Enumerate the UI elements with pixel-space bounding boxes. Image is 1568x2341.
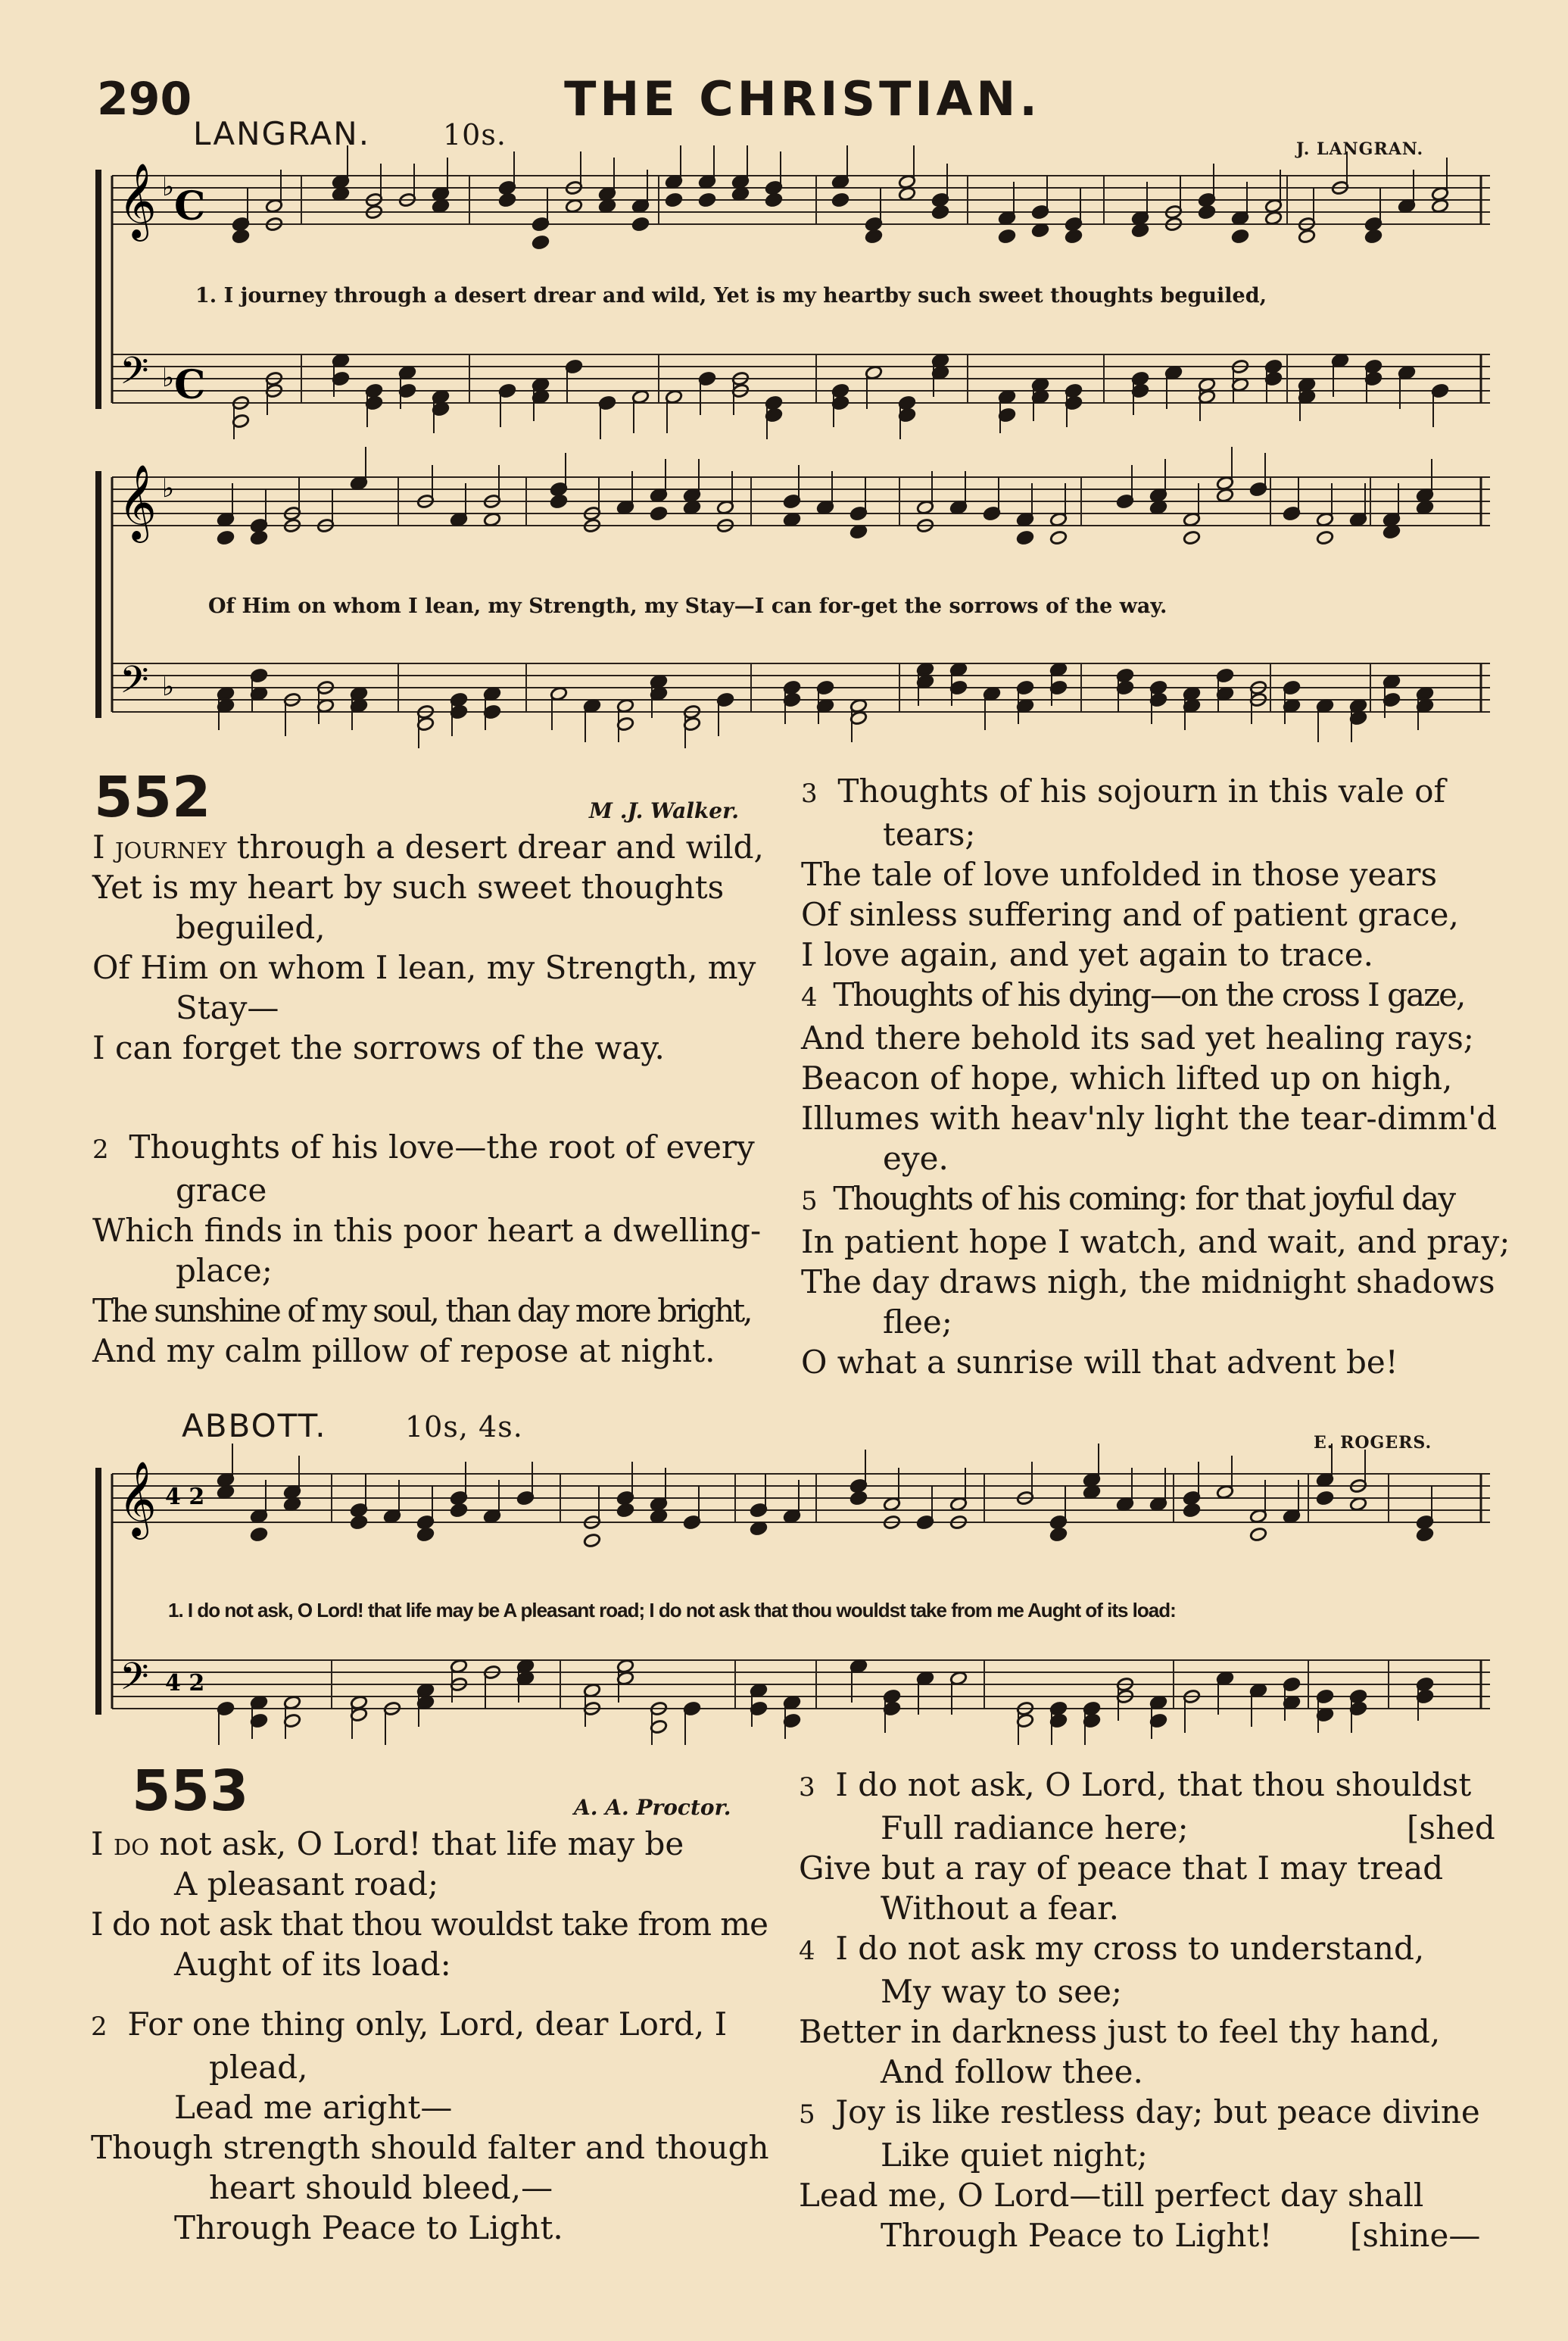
verse-number: 3 [801,779,818,809]
verse-line: Though strength should falter and though [91,2129,769,2166]
tune-2-name: ABBOTT. [182,1407,327,1444]
verse-line: Which finds in this poor heart a dwelling- [92,1212,762,1249]
note-head [1183,530,1201,545]
verse-line: grace [176,1172,267,1209]
bass-clef-icon: 𝄢 [120,349,149,402]
note-head [450,1503,468,1518]
verse-line: The sunshine of my soul, than day more bright, [92,1292,751,1329]
verse-line: I can forget the sorrows of the way. [92,1029,665,1066]
note-head [498,192,516,208]
verse-line: O what a sunrise will that advent be! [801,1344,1398,1381]
verse-line: 4 I do not ask my cross to understand, [799,1930,1425,1967]
note-head [1298,229,1316,244]
verse-line: Of sinless suffering and of patient grace, [801,896,1459,933]
verse-line: My way to see; [881,1973,1123,2010]
verse-line: Without a fear. [881,1890,1119,1927]
page-number: 290 [97,73,192,126]
time-signature: C [174,183,206,229]
note-head [217,530,235,545]
verse-line: In patient hope I watch, and wait, and pray; [801,1223,1510,1260]
note-head [765,192,783,208]
hymn-553-left-column [91,1824,787,2248]
verse-line: And my calm pillow of repose at night. [92,1332,715,1369]
verse-line: Illumes with heav'nly light the tear-dimm'd [801,1100,1498,1137]
flat-icon: ♭ [162,363,175,393]
note-head [217,1484,235,1500]
tune-1-name: LANGRAN. [193,115,371,152]
hymn-553-right-column [799,1765,1514,2255]
note-head [1316,1490,1334,1506]
note-head [1349,1497,1367,1512]
note-head [350,1515,368,1530]
note-head [650,506,668,521]
note-head [598,198,616,214]
verse-line: I do not ask, O Lord! that life may be [91,1825,684,1862]
note-head [416,1527,435,1542]
note-head [616,1503,634,1518]
verse-line: And there behold its sad yet healing rays; [801,1019,1474,1057]
turnover-word: [shed [1407,1809,1495,1846]
tune-1-underlay-1: 1. I journey through a desert drear and wild, Yet is my heartby such sweet thoughts beguiled, [195,284,1267,307]
verse-number: 4 [799,1936,815,1966]
treble-clef-icon: 𝄞 [118,1461,157,1537]
verse-line: eye. [883,1140,949,1177]
verse-line: Lead me, O Lord—till perfect day shall [799,2177,1424,2214]
tune-2-composer: E. ROGERS. [1314,1433,1432,1453]
verse-line: Aught of its load: [174,1946,451,1983]
verse-line: The tale of love unfolded in those years [801,856,1438,893]
note-head [1183,1503,1201,1518]
note-head [865,229,883,244]
note-head [583,1533,601,1548]
verse-line: Through Peace to Light! [shine— [881,2217,1481,2254]
note-head [1431,198,1449,214]
verse-line: Stay— [176,989,279,1026]
verse-line: A pleasant road; [174,1865,439,1902]
verse-line: tears; [883,816,976,853]
verse-number: 3 [799,1772,815,1803]
note-head [1364,229,1383,244]
verse-line: Through Peace to Light. [174,2209,563,2246]
verse-line: heart should bleed,— [209,2169,553,2206]
verse-line: And follow thee. [881,2053,1143,2090]
note-head [1216,488,1234,503]
verse-number: 5 [799,2099,815,2130]
hymn-553-number: 553 [132,1759,249,1824]
verse-number: 2 [92,1135,109,1165]
note-head [849,1490,868,1506]
note-head [332,186,350,201]
note-head [565,198,583,214]
note-head [1083,1484,1101,1500]
bass-clef-icon: 𝄢 [120,658,149,711]
verse-line: Beacon of hope, which lifted up on high, [801,1060,1453,1097]
note-head [898,186,916,201]
bass-clef-icon: 𝄢 [120,1655,149,1708]
verse-line: Give but a ray of peace that I may tread [799,1849,1444,1887]
verse-line: 2 For one thing only, Lord, dear Lord, I [91,2005,728,2043]
verse-line: place; [176,1252,273,1289]
note-head [683,500,701,515]
hymn-553-author: A. A. Proctor. [574,1795,731,1820]
verse-line: Lead me aright— [174,2089,453,2126]
note-head [1416,500,1434,515]
hymn-552-right-column [801,771,1513,1382]
tune-1-composer: J. LANGRAN. [1296,139,1424,159]
note-head [665,192,683,208]
verse-line: Like quiet night; [881,2137,1148,2174]
treble-clef-icon: 𝄞 [118,163,157,239]
note-head [531,235,550,250]
verse-line: 5 Thoughts of his coming: for that joyful day [801,1180,1455,1217]
note-head [1231,229,1249,244]
verse-line: Better in darkness just to feel thy hand, [799,2013,1441,2050]
verse-line: flee; [883,1303,952,1341]
note-head [1065,229,1083,244]
verse-line: 2 Thoughts of his love—the root of every [92,1128,755,1166]
tune-1-underlay-2: Of Him on whom I lean, my Strength, my Stay—I can for-get the sorrows of the way. [208,595,1167,618]
time-signature: 4 2 [165,1484,205,1510]
note-head [250,530,268,545]
verse-number: 4 [801,982,816,1013]
verse-line: Yet is my heart by such sweet thoughts [92,869,725,906]
note-head [1049,1527,1068,1542]
note-head [1316,530,1334,545]
verse-line: plead, [209,2049,308,2086]
note-head [1031,223,1049,238]
note-head [1016,530,1034,545]
verse-line: 4 Thoughts of his dying—on the cross I gaze, [801,976,1465,1013]
note-head [232,229,250,244]
note-head [550,494,568,509]
verse-line: 5 Joy is like restless day; but peace divine [799,2093,1480,2130]
tune-2-meter: 10s, 4s. [405,1410,523,1444]
note-head [432,198,450,214]
note-head [650,1509,668,1524]
verse-number: 5 [801,1186,816,1216]
verse-line: I do not ask that thou wouldst take from me [91,1906,768,1943]
note-head [831,192,849,208]
verse-line: Of Him on whom I lean, my Strength, my [92,949,756,986]
hymn-552-author: M .J. Walker. [589,798,739,823]
note-head [783,512,801,527]
note-head [283,1497,301,1512]
treble-clef-icon: 𝄞 [118,464,157,540]
note-head [1264,211,1283,226]
turnover-word: [shine— [1350,2217,1481,2254]
time-signature: 4 2 [165,1670,205,1696]
note-head [750,1521,768,1536]
verse-line: 3 Thoughts of his sojourn in this vale of [801,773,1446,810]
note-head [1249,1527,1267,1542]
note-head [1198,204,1216,220]
hymn-552-number: 552 [94,765,211,830]
note-head [483,512,501,527]
tune-1-meter: 10s. [443,118,507,151]
running-head: THE CHRISTIAN. [564,71,1041,126]
note-head [998,229,1016,244]
verse-line: The day draws nigh, the midnight shadows [801,1263,1495,1300]
flat-icon: ♭ [162,672,175,702]
note-head [931,204,949,220]
note-head [1049,530,1068,545]
time-signature: C [174,362,206,408]
verse-line: I journey through a desert drear and wild, [92,829,764,866]
flat-icon: ♭ [162,172,175,202]
note-head [1383,524,1401,539]
note-head [1149,500,1167,515]
verse-number: 2 [91,2012,108,2042]
note-head [1416,1527,1434,1542]
note-head [698,192,716,208]
verse-line: Full radiance here; [shed [881,1809,1495,1846]
verse-line: 3 I do not ask, O Lord, that thou shouldst [799,1766,1472,1803]
verse-line: I love again, and yet again to trace. [801,936,1373,973]
note-head [849,524,868,539]
flat-icon: ♭ [162,473,175,504]
verse-line: beguiled, [176,909,326,946]
note-head [250,1527,268,1542]
note-head [631,217,650,232]
note-head [1131,223,1149,238]
tune-2-underlay-1: 1. I do not ask, O Lord! that life may be A pleasant road; I do not ask that thou wouldst take from me Aught of its load: [168,1599,1176,1622]
hymn-552-left-column [92,827,789,1371]
note-head [731,186,750,201]
